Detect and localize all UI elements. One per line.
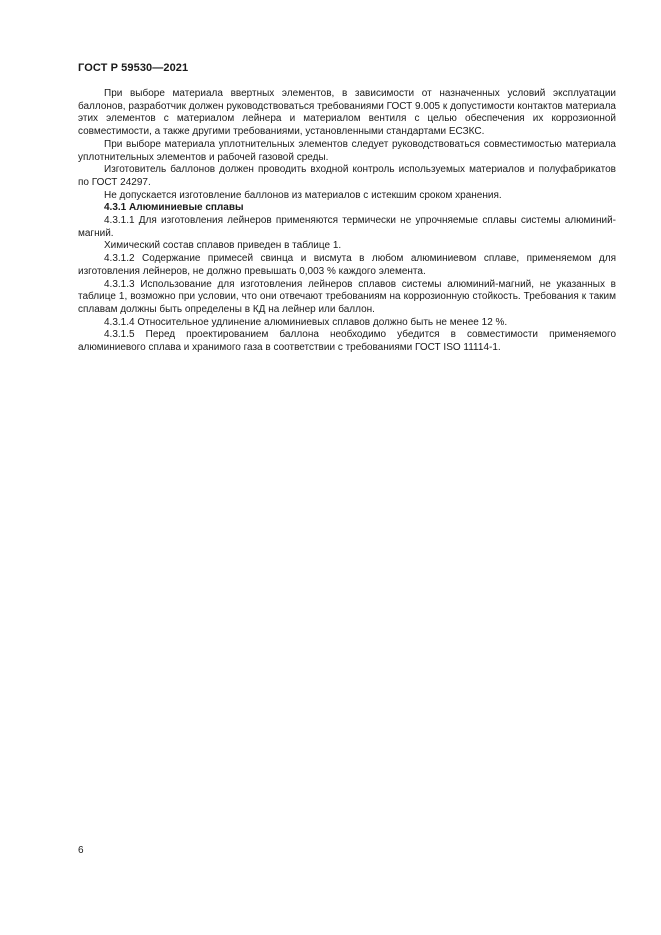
clause-4-3-1-4: 4.3.1.4 Относительное удлинение алюминиевых сплавов должно быть не менее 12 %. bbox=[104, 316, 508, 328]
paragraph-valve-materials: При выборе материала ввертных элементов, в зависимости от назначенных условий эксплуатации баллонов, разработчик должен руководствоваться требованиями ГОСТ 9.005 к допустимости контактов материала этих элементов с материалом лейнера и материалом вентиля с целью обеспечения их коррозионной совместимости, а также другими требованиями, установленными стандартами ЕСЗКС. bbox=[78, 88, 616, 138]
clause-4-3-1-5: 4.3.1.5 Перед проектированием баллона необходимо убедится в совместимости применяемого алюминиевого сплава и хранимого газа в соответствии с требованиями ГОСТ ISO 11114-1. bbox=[78, 329, 616, 354]
section-heading-aluminium-alloys: 4.3.1 Алюминиевые сплавы bbox=[104, 202, 244, 214]
document-body bbox=[78, 88, 616, 355]
paragraph-chemical-composition: Химический состав сплавов приведен в таблице 1. bbox=[104, 240, 342, 252]
clause-4-3-1-2: 4.3.1.2 Содержание примесей свинца и висмута в любом алюминиевом сплаве, применяемом для изготовления лейнеров, не должно превышать 0,003 % каждого элемента. bbox=[78, 253, 616, 277]
clause-4-3-1-3: 4.3.1.3 Использование для изготовления лейнеров сплавов системы алюминий-магний, не указанных в таблице 1, возможно при условии, что они отвечают требованиям на коррозионную стойкость. Требования к таким сплавам должны быть определены в КД на лейнер или баллон. bbox=[78, 278, 616, 315]
page-number: 6 bbox=[78, 845, 84, 856]
document-header: ГОСТ Р 59530—2021 bbox=[78, 62, 189, 74]
paragraph-expired-materials: Не допускается изготовление баллонов из материалов с истекшим сроком хранения. bbox=[104, 189, 502, 201]
paragraph-seal-materials: При выборе материала уплотнительных элементов следует руководствоваться совместимостью материала уплотнительных элементов и рабочей газовой среды. bbox=[78, 138, 616, 163]
paragraph-incoming-control: Изготовитель баллонов должен проводить входной контроль используемых материалов и полуфабрикатов по ГОСТ 24297. bbox=[78, 164, 616, 188]
clause-4-3-1-1: 4.3.1.1 Для изготовления лейнеров применяются термически не упрочняемые сплавы системы алюминий-магний. bbox=[78, 215, 616, 239]
